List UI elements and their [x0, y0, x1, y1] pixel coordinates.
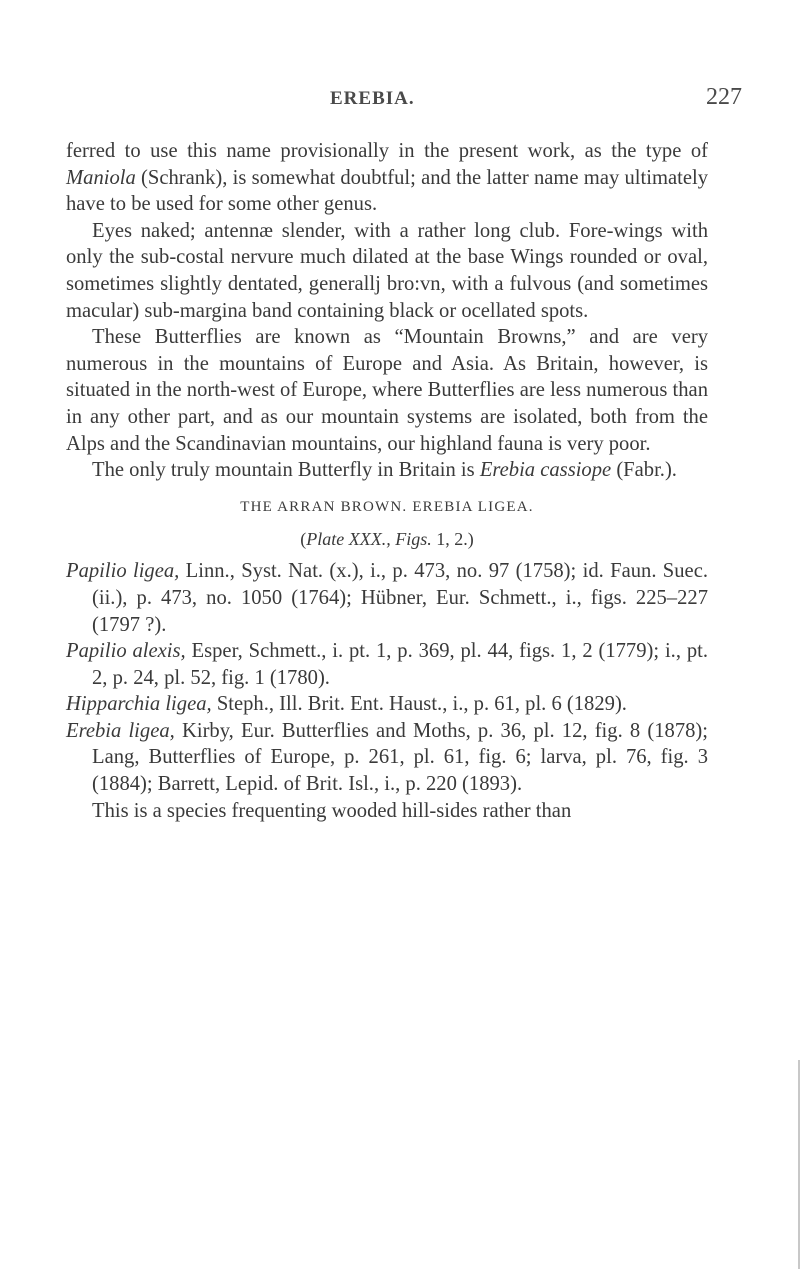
- synonym-entry: Erebia ligea, Kirby, Eur. Butterflies and Moths, p. 36, pl. 12, fig. 8 (1878); Lang, Butterflies of Europe, p. 261, pl. 61, fig. 6; larva, pl. 76, fig. 3 (1884); Barrett, Lepid. of Brit. Isl., i., p. 220 (1893).: [66, 719, 708, 796]
- running-head: EREBIA.: [330, 88, 415, 109]
- synonym-entry: Hipparchia ligea, Steph., Ill. Brit. Ent. Haust., i., p. 61, pl. 6 (1829).: [66, 693, 627, 716]
- genus-maniola: Maniola: [66, 166, 136, 189]
- paragraph-3: These Butterflies are known as “Mountain Browns,” and are very numerous in the mountains of Europe and Asia. As Britain, however, is situated in the north-west of Europe, where Butterflies are less numerous than in any other part, and as our mountain systems are isolated, both from the Alps and the Scandinavian mountains, our highland fauna is very poor.: [66, 326, 708, 455]
- text-block: [66, 138, 708, 824]
- paragraph-2: Eyes naked; antennæ slender, with a rather long club. Fore-wings with only the sub-costal nervure much dilated at the base Wings rounded or oval, sometimes slightly dentated, generallj bro:vn, with a fulvous (and sometimes macular) sub-margina band containing black or ocellated spots.: [66, 219, 708, 322]
- paragraph-1-rest: (Schrank), is somewhat doubtful; and the latter name may ultimately have to be used for some other genus.: [66, 166, 708, 216]
- paragraph-1: [66, 138, 708, 218]
- paragraph-5: This is a species frequenting wooded hill-sides rather than: [92, 799, 572, 822]
- species-cassiope: Erebia cassiope: [479, 459, 612, 482]
- paragraph-4: The only truly mountain Butterfly in Britain is Erebia cassiope (Fabr.).: [92, 459, 677, 482]
- page-number: 227: [706, 84, 742, 110]
- species-heading: THE ARRAN BROWN. EREBIA LIGEA.: [240, 498, 534, 515]
- synonym-entry: Papilio alexis, Esper, Schmett., i. pt. 1, p. 369, pl. 44, figs. 1, 2 (1779); i., pt. 2, p. 24, pl. 52, fig. 1 (1780).: [66, 640, 709, 689]
- paragraph-1-text: ferred to use this name provisionally in the present work, as the type of: [66, 140, 708, 162]
- plate-reference: (Plate XXX., Figs. 1, 2.): [300, 528, 474, 549]
- synonym-entry: Papilio ligea, Linn., Syst. Nat. (x.), i., p. 473, no. 97 (1758); id. Faun. Suec. (ii.), p. 473, no. 1050 (1764); Hübner, Eur. Schmett., i., figs. 225–227 (1797 ?).: [66, 560, 708, 636]
